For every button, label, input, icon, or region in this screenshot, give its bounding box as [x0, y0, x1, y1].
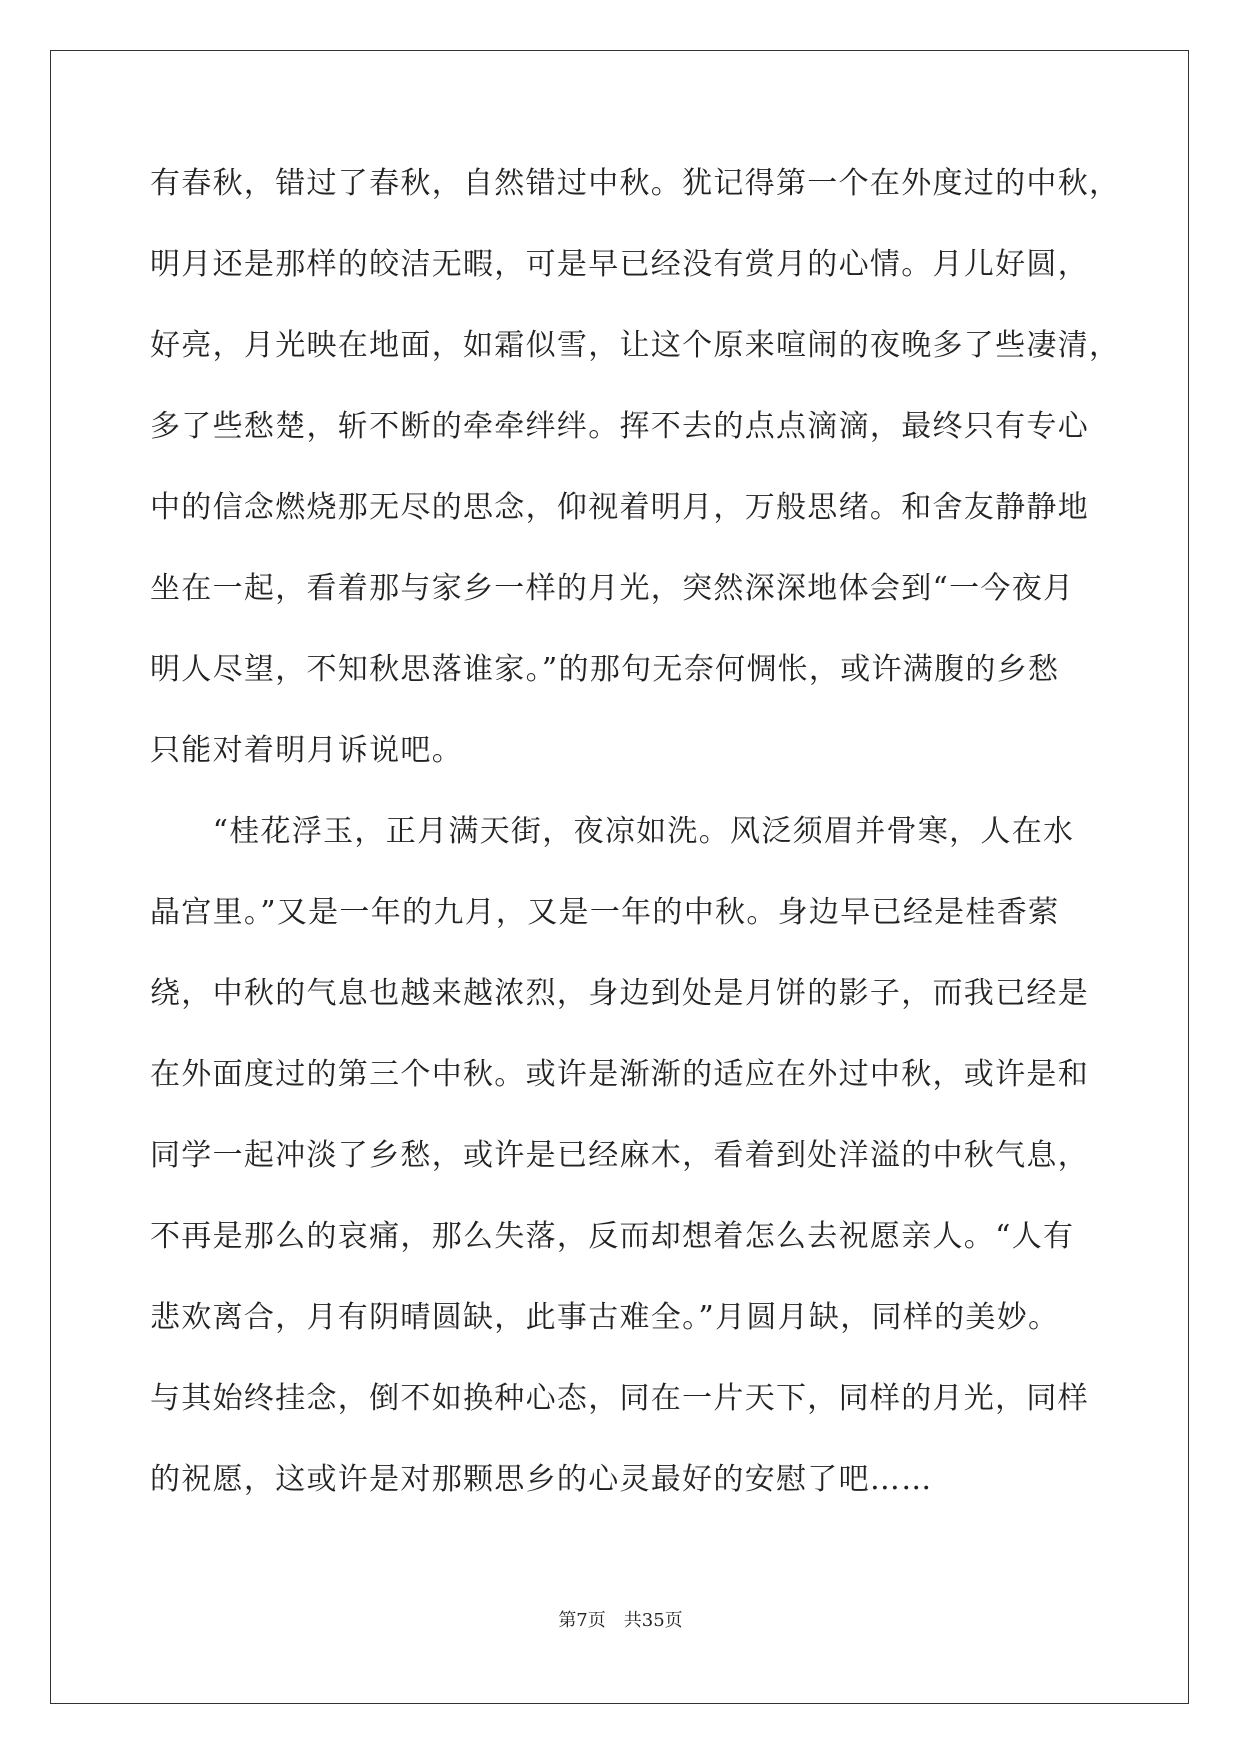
text-line: 悲欢离合，月有阴晴圆缺，此事古难全。”月圆月缺，同样的美妙。	[150, 1300, 1060, 1335]
text-line: 有春秋，错过了春秋，自然错过中秋。犹记得第一个在外度过的中秋，	[150, 166, 1121, 201]
text-line: 明人尽望，不知秋思落谁家。”的那句无奈何惆怅，或许满腹的乡愁	[150, 652, 1060, 687]
text-line: 在外面度过的第三个中秋。或许是渐渐的适应在外过中秋，或许是和	[150, 1057, 1089, 1092]
text-line: 明月还是那样的皎洁无暇，可是早已经没有赏月的心情。月儿好圆，	[150, 247, 1089, 282]
text-line: 只能对着明月诉说吧。	[150, 733, 463, 768]
text-line: “桂花浮玉，正月满天街，夜凉如洗。风泛须眉并骨寒，人在水	[150, 814, 1075, 849]
text-line: 的祝愿，这或许是对那颗思乡的心灵最好的安慰了吧……	[150, 1462, 933, 1497]
text-line: 绕，中秋的气息也越来越浓烈，身边到处是月饼的影子，而我已经是	[150, 976, 1089, 1011]
text-line: 中的信念燃烧那无尽的思念，仰视着明月，万般思绪。和舍友静静地	[150, 490, 1089, 525]
text-line: 晶宫里。”又是一年的九月，又是一年的中秋。身边早已经是桂香萦	[150, 895, 1060, 930]
text-line: 坐在一起，看着那与家乡一样的月光，突然深深地体会到“一今夜月	[150, 571, 1075, 606]
page-number-footer: 第7页 共35页	[558, 1610, 683, 1631]
text-line: 好亮，月光映在地面，如霜似雪，让这个原来喧闹的夜晚多了些凄清，	[150, 328, 1121, 363]
text-line: 不再是那么的哀痛，那么失落，反而却想着怎么去祝愿亲人。“人有	[150, 1219, 1075, 1254]
document-body	[150, 164, 1121, 1541]
text-line: 同学一起冲淡了乡愁，或许是已经麻木，看着到处洋溢的中秋气息，	[150, 1138, 1089, 1173]
text-line: 多了些愁楚，斩不断的牵牵绊绊。挥不去的点点滴滴，最终只有专心	[150, 409, 1089, 444]
text-line: 与其始终挂念，倒不如换种心态，同在一片天下，同样的月光，同样	[150, 1381, 1089, 1416]
